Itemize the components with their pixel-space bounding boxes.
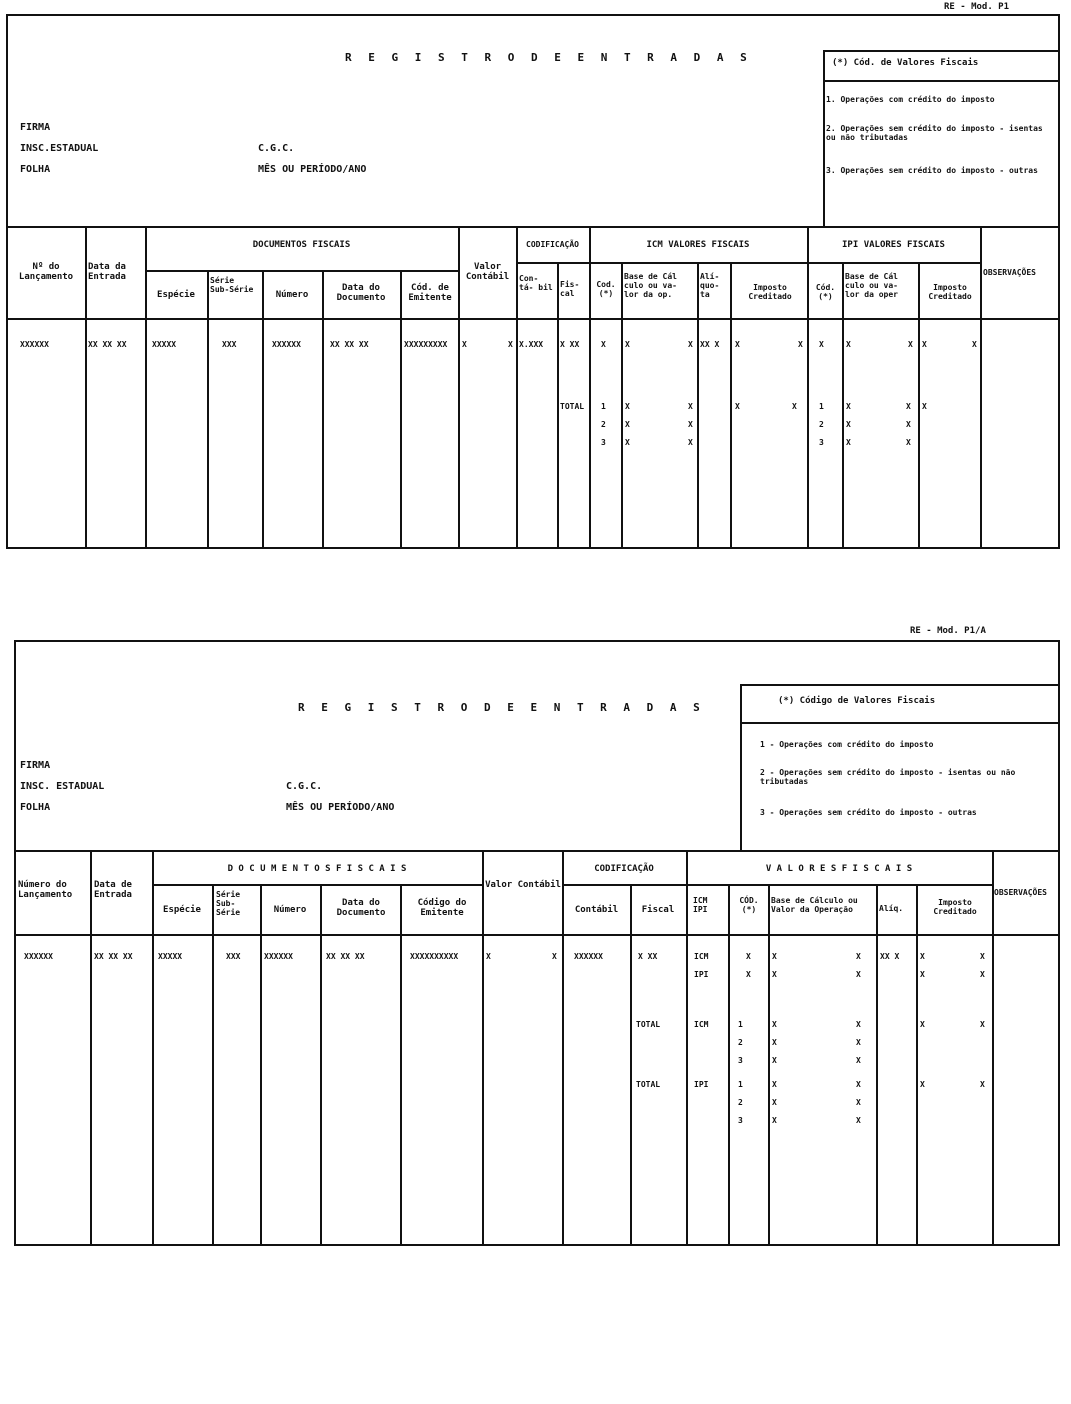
total-base: X xyxy=(772,1098,777,1107)
total-code: 3 xyxy=(738,1116,743,1125)
form-code: RE - Mod. P1 xyxy=(944,2,1010,12)
total-code: 3 xyxy=(819,438,824,447)
column-line xyxy=(768,884,770,1246)
total-base: X xyxy=(846,420,851,429)
column-line xyxy=(516,226,518,549)
column-line xyxy=(980,226,982,549)
total-label: TOTAL xyxy=(560,402,585,411)
header-data-entrada: Data de Entrada xyxy=(94,880,132,901)
header-imposto-creditado: Imposto Creditado xyxy=(748,283,792,302)
total-imposto: X xyxy=(735,402,740,411)
legend-item: 1 - Operações com crédito do imposto xyxy=(760,740,934,749)
column-line xyxy=(697,262,699,549)
cell-base: X xyxy=(772,952,777,961)
total-code: 1 xyxy=(738,1020,743,1029)
legend-title: (*) Código de Valores Fiscais xyxy=(778,696,936,706)
cell-codigo-emitente: XXXXXXXXX xyxy=(404,340,448,349)
column-line xyxy=(557,262,559,549)
column-line xyxy=(876,884,878,1246)
cell-fiscal: X XX xyxy=(560,340,580,349)
total-code: 1 xyxy=(738,1080,743,1089)
column-line xyxy=(730,262,732,549)
header-numero: Número xyxy=(275,290,309,300)
header-fiscal: Fis- cal xyxy=(560,280,580,299)
cgc-label: C.G.C. xyxy=(258,143,295,154)
total-code: 3 xyxy=(738,1056,743,1065)
column-line xyxy=(728,884,730,1246)
cgc-label: C.G.C. xyxy=(286,781,323,792)
total-imposto: X xyxy=(792,402,797,411)
divider xyxy=(152,884,482,886)
column-line xyxy=(630,884,632,1246)
header-observacoes: OBSERVAÇÕES xyxy=(994,888,1047,897)
divider xyxy=(145,270,458,272)
total-base: X xyxy=(772,1056,777,1065)
cell-codigo-emitente: XXXXXXXXXX xyxy=(410,952,459,961)
header-aliquota: Alí- quo- ta xyxy=(700,272,720,300)
cell-data-entrada: XX XX XX xyxy=(88,340,127,349)
header-especie: Espécie xyxy=(157,290,195,300)
header-documentos-fiscais: D O C U M E N T O S F I S C A I S xyxy=(227,864,407,874)
header-serie: Série Sub- Série xyxy=(216,890,241,918)
cell-imposto: X xyxy=(980,952,985,961)
cell-imposto: X xyxy=(920,952,925,961)
cell-aliquota: XX X xyxy=(880,952,900,961)
column-line xyxy=(842,262,844,549)
cell-numero: XXXXXX xyxy=(272,340,301,349)
total-imposto: X xyxy=(920,1020,925,1029)
header-valor-contabil: Valor Contábil xyxy=(485,880,561,890)
total-base: X xyxy=(625,438,630,447)
header-ipi-valores-fiscais: IPI VALORES FISCAIS xyxy=(842,240,945,250)
header-imposto-creditado: Imposto Creditado xyxy=(928,283,972,302)
periodo-label: MÊS OU PERÍODO/ANO xyxy=(258,164,367,175)
form-code: RE - Mod. P1/A xyxy=(910,626,986,636)
legend-item: 2. Operações sem crédito do imposto - isentas ou não tributadas xyxy=(826,124,1043,143)
header-aliquota: Alíq. xyxy=(879,904,904,913)
column-line xyxy=(207,270,209,549)
cell-lancamento: XXXXXX xyxy=(20,340,49,349)
header-icm-valores-fiscais: ICM VALORES FISCAIS xyxy=(646,240,750,250)
cell-imposto: X xyxy=(798,340,803,349)
cell-contabil: X.XXX xyxy=(519,340,544,349)
cell-codigo: X xyxy=(819,340,824,349)
header-base-calculo: Base de Cál culo ou va- lor da oper xyxy=(845,272,898,300)
total-base: X xyxy=(772,1116,777,1125)
cell-imposto: X xyxy=(735,340,740,349)
header-base-calculo: Base de Cálculo ou Valor da Operação xyxy=(771,896,858,915)
cell-data-entrada: XX XX XX xyxy=(94,952,133,961)
cell-valor: X xyxy=(462,340,467,349)
cell-ipi: IPI xyxy=(694,970,709,979)
cell-valor: X xyxy=(552,952,557,961)
column-line xyxy=(212,884,214,1246)
total-base: X xyxy=(856,1020,861,1029)
total-label: TOTAL xyxy=(636,1020,661,1029)
cell-base: X xyxy=(688,340,693,349)
insc-estadual-label: INSC. ESTADUAL xyxy=(20,781,105,792)
column-line xyxy=(400,884,402,1246)
header-fiscal: Fiscal xyxy=(641,905,675,915)
total-base: X xyxy=(846,402,851,411)
header-lancamento: Nº do Lançamento xyxy=(18,262,74,283)
cell-especie: XXXXX xyxy=(158,952,183,961)
legend-title: (*) Cód. de Valores Fiscais xyxy=(832,58,979,68)
header-valores-fiscais: V A L O R E S F I S C A I S xyxy=(765,864,913,874)
cell-base: X xyxy=(856,952,861,961)
total-base: X xyxy=(772,1038,777,1047)
total-imposto: X xyxy=(922,402,927,411)
column-line xyxy=(260,884,262,1246)
total-code: 1 xyxy=(601,402,606,411)
column-line xyxy=(145,226,147,549)
legend-item: 3. Operações sem crédito do imposto - outras xyxy=(826,166,1038,175)
total-code: 3 xyxy=(601,438,606,447)
header-valor-contabil: Valor Contábil xyxy=(465,262,510,283)
header-icm-ipi: ICM IPI xyxy=(693,896,708,915)
cell-aliquota: XX X xyxy=(700,340,720,349)
total-base: X xyxy=(856,1038,861,1047)
divider xyxy=(740,722,1060,724)
cell-codigo: X xyxy=(746,952,751,961)
legend-item: 2 - Operações sem crédito do imposto - isentas ou não tributadas xyxy=(760,768,1016,787)
cell-especie: XXXXX xyxy=(152,340,177,349)
divider xyxy=(14,934,1060,936)
cell-imposto: X xyxy=(972,340,977,349)
total-code: 2 xyxy=(738,1098,743,1107)
header-codigo: Cod. (*) xyxy=(596,280,616,299)
header-codificacao: CODIFICAÇÃO xyxy=(526,240,579,249)
cell-icm: ICM xyxy=(694,952,709,961)
header-observacoes: OBSERVAÇÕES xyxy=(983,268,1036,277)
header-lancamento: Número do Lançamento xyxy=(18,880,73,901)
total-base: X xyxy=(688,402,693,411)
page-title: R E G I S T R O D E E N T R A D A S xyxy=(345,51,752,64)
header-data-documento: Data do Documento xyxy=(336,898,386,919)
column-line xyxy=(482,850,484,1246)
page-title: R E G I S T R O D E E N T R A D A S xyxy=(298,701,705,714)
insc-estadual-label: INSC.ESTADUAL xyxy=(20,143,99,154)
total-label: TOTAL xyxy=(636,1080,661,1089)
firma-label: FIRMA xyxy=(20,760,51,771)
total-base: X xyxy=(856,1116,861,1125)
total-code: 2 xyxy=(738,1038,743,1047)
header-contabil: Contábil xyxy=(574,905,619,915)
header-numero: Número xyxy=(273,905,307,915)
cell-valor: X xyxy=(508,340,513,349)
periodo-label: MÊS OU PERÍODO/ANO xyxy=(286,802,395,813)
total-code: 2 xyxy=(819,420,824,429)
cell-base: X xyxy=(772,970,777,979)
cell-imposto: X xyxy=(922,340,927,349)
column-line xyxy=(90,850,92,1246)
total-icm: ICM xyxy=(694,1020,709,1029)
header-codigo: CÓD. (*) xyxy=(739,896,759,915)
header-contabil: Con- tá- bil xyxy=(519,274,553,293)
total-base: X xyxy=(772,1020,777,1029)
total-code: 2 xyxy=(601,420,606,429)
cell-base: X xyxy=(625,340,630,349)
header-codigo: Cód. (*) xyxy=(815,283,836,302)
legend-item: 3 - Operações sem crédito do imposto - outras xyxy=(760,808,977,817)
cell-numero: XXXXXX xyxy=(264,952,293,961)
legend-item: 1. Operações com crédito do imposto xyxy=(826,95,995,104)
cell-base: X xyxy=(856,970,861,979)
header-codigo-emitente: Cód. de Emitente xyxy=(408,283,452,304)
total-base: X xyxy=(906,402,911,411)
cell-lancamento: XXXXXX xyxy=(24,952,53,961)
cell-contabil: XXXXXX xyxy=(574,952,603,961)
header-codigo-emitente: Código do Emitente xyxy=(417,898,467,919)
column-line xyxy=(400,270,402,549)
total-imposto: X xyxy=(920,1080,925,1089)
header-imposto-creditado: Imposto Creditado xyxy=(933,898,977,917)
header-documentos-fiscais: DOCUMENTOS FISCAIS xyxy=(252,240,351,250)
cell-base: X xyxy=(908,340,913,349)
divider xyxy=(562,884,992,886)
firma-label: FIRMA xyxy=(20,122,51,133)
header-data-entrada: Data da Entrada xyxy=(88,262,126,283)
header-especie: Espécie xyxy=(163,905,201,915)
header-data-documento: Data do Documento xyxy=(336,283,386,304)
cell-serie: XXX xyxy=(222,340,237,349)
cell-serie: XXX xyxy=(226,952,241,961)
header-serie: Série Sub-Série xyxy=(210,276,254,295)
cell-codigo: X xyxy=(746,970,751,979)
total-base: X xyxy=(906,420,911,429)
column-line xyxy=(621,262,623,549)
cell-imposto: X xyxy=(980,970,985,979)
folha-label: FOLHA xyxy=(20,164,51,175)
column-line xyxy=(686,850,688,1246)
total-imposto: X xyxy=(980,1080,985,1089)
cell-data-documento: XX XX XX xyxy=(326,952,365,961)
total-base: X xyxy=(688,438,693,447)
column-line xyxy=(916,884,918,1246)
cell-valor: X xyxy=(486,952,491,961)
cell-imposto: X xyxy=(920,970,925,979)
total-ipi: IPI xyxy=(694,1080,709,1089)
folha-label: FOLHA xyxy=(20,802,51,813)
column-line xyxy=(807,226,809,549)
divider xyxy=(823,80,1060,82)
header-base-calculo: Base de Cál culo ou va- lor da op. xyxy=(624,272,677,300)
total-base: X xyxy=(906,438,911,447)
total-base: X xyxy=(846,438,851,447)
total-base: X xyxy=(856,1080,861,1089)
column-line xyxy=(992,850,994,1246)
cell-base: X xyxy=(846,340,851,349)
total-base: X xyxy=(856,1098,861,1107)
header-codificacao: CODIFICAÇÃO xyxy=(594,864,654,874)
column-line xyxy=(589,226,591,549)
total-base: X xyxy=(772,1080,777,1089)
cell-data-documento: XX XX XX xyxy=(330,340,369,349)
column-line xyxy=(320,884,322,1246)
cell-codigo: X xyxy=(601,340,606,349)
total-imposto: X xyxy=(980,1020,985,1029)
total-base: X xyxy=(625,402,630,411)
total-base: X xyxy=(688,420,693,429)
column-line xyxy=(918,262,920,549)
total-code: 1 xyxy=(819,402,824,411)
total-base: X xyxy=(625,420,630,429)
divider xyxy=(516,262,980,264)
total-base: X xyxy=(856,1056,861,1065)
cell-fiscal: X XX xyxy=(638,952,658,961)
divider xyxy=(6,318,1060,320)
column-line xyxy=(85,226,87,549)
column-line xyxy=(262,270,264,549)
column-line xyxy=(322,270,324,549)
